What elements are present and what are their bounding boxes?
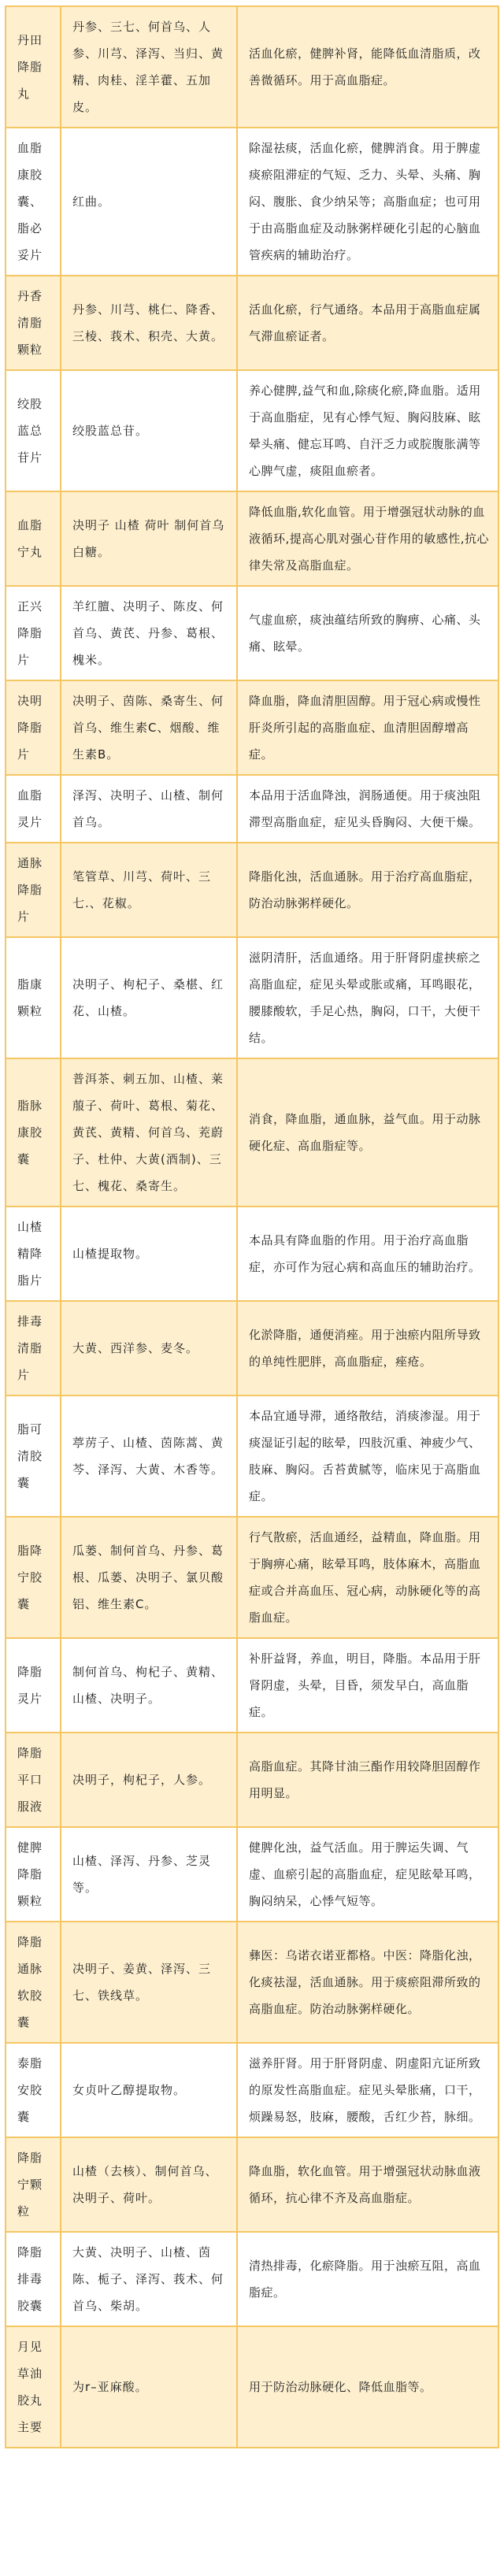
ingredients-cell: 瓜蒌、制何首乌、丹参、葛根、瓜蒌、决明子、氯贝酸铝、维生素C。 [61, 1517, 237, 1638]
table-row [6, 680, 498, 775]
ingredients-cell: 制何首乌、枸杞子、黄精、山楂、决明子。 [61, 1638, 237, 1733]
drug-name-cell: 脂康颗粒 [6, 937, 61, 1058]
usage-cell: 气虚血瘀，痰浊蕴结所致的胸痹、心痛、头痛、眩晕。 [237, 586, 498, 680]
ingredients-cell: 丹参、川芎、桃仁、降香、三棱、莪术、积壳、大黄。 [61, 276, 237, 370]
table-row [6, 6, 498, 128]
ingredients-cell: 山楂提取物。 [61, 1206, 237, 1301]
ingredients-cell: 笔管草、川芎、荷叶、三七.、花椒。 [61, 843, 237, 937]
drug-name-cell: 血脂康胶囊、脂必妥片 [6, 128, 61, 276]
ingredients-cell: 丹参、三七、何首乌、人参、川芎、泽泻、当归、黄精、肉桂、淫羊藿、五加皮。 [61, 6, 237, 128]
drug-name-cell: 排毒清脂片 [6, 1301, 61, 1395]
usage-cell: 消食，降血脂，通血脉，益气血。用于动脉硬化症、高血脂症等。 [237, 1058, 498, 1206]
drug-name-cell: 降脂宁颗粒 [6, 2137, 61, 2232]
usage-cell: 降血脂，降血清胆固醇。用于冠心病或慢性肝炎所引起的高脂血症、血清胆固醇增高症。 [237, 680, 498, 775]
table-row [6, 843, 498, 937]
table-row [6, 2137, 498, 2232]
table-row [6, 2043, 498, 2137]
drug-name-cell: 降脂排毒胶囊 [6, 2232, 61, 2326]
usage-cell: 行气散瘀，活血通经，益精血，降血脂。用于胸痹心痛，眩晕耳鸣，肢体麻木，高脂血症或合并高血压、冠心病，动脉硬化等的高脂血症。 [237, 1517, 498, 1638]
drug-name-cell: 丹田降脂丸 [6, 6, 61, 128]
ingredients-cell: 绞股蓝总苷。 [61, 370, 237, 491]
drug-name-cell: 绞股蓝总苷片 [6, 370, 61, 491]
table-row [6, 2232, 498, 2326]
ingredients-cell: 山楂、泽泻、丹参、芝灵等。 [61, 1827, 237, 1922]
ingredients-cell: 葶苈子、山楂、茵陈蒿、黄芩、泽泻、大黄、木香等。 [61, 1395, 237, 1517]
table-row [6, 491, 498, 586]
drug-name-cell: 脂降宁胶囊 [6, 1517, 61, 1638]
drug-name-cell: 血脂灵片 [6, 775, 61, 843]
usage-cell: 本品宜通导滞，通络散结，消痰渗湿。用于痰湿证引起的眩晕，四肢沉重、神疲少气、肢麻、胸闷。舌苔黄腻等，临床见于高脂血症。 [237, 1395, 498, 1517]
ingredients-cell: 决明子、姜黄、泽泻、三七、铁线草。 [61, 1922, 237, 2043]
usage-cell: 补肝益肾，养血，明目，降脂。本品用于肝肾阴虚，头晕，目昏，须发早白，高血脂症。 [237, 1638, 498, 1733]
usage-cell: 高脂血症。其降甘油三酯作用较降胆固醇作用明显。 [237, 1733, 498, 1827]
usage-cell: 除湿祛痰，活血化瘀，健脾消食。用于脾虚痰瘀阻滞症的气短、乏力、头晕、头痛、胸闷、腹胀、食少纳呆等；高脂血症；也可用于由高脂血症及动脉粥样硬化引起的心脑血管疾病的辅助治疗。 [237, 128, 498, 276]
usage-cell: 本品用于活血降浊，润肠通便。用于痰浊阻滞型高脂血症，症见头昏胸闷、大便干燥。 [237, 775, 498, 843]
drug-name-cell: 降脂通脉软胶囊 [6, 1922, 61, 2043]
usage-cell: 化淤降脂，通便消痤。用于浊瘀内阻所导致的单纯性肥胖，高血脂症，痤疮。 [237, 1301, 498, 1395]
usage-cell: 用于防治动脉硬化、降低血脂等。 [237, 2326, 498, 2448]
drug-name-cell: 血脂宁丸 [6, 491, 61, 586]
table-body [6, 6, 498, 2448]
drug-name-cell: 月见草油胶丸主要 [6, 2326, 61, 2448]
ingredients-cell: 决明子 山楂 荷叶 制何首乌 白糖。 [61, 491, 237, 586]
ingredients-cell: 为r–亚麻酸。 [61, 2326, 237, 2448]
drug-name-cell: 通脉降脂片 [6, 843, 61, 937]
ingredients-cell: 普洱茶、刺五加、山楂、莱菔子、荷叶、葛根、菊花、黄芪、黄精、何首乌、茺蔚子、杜仲、大黄(酒制)、三七、槐花、桑寄生。 [61, 1058, 237, 1206]
ingredients-cell: 羊红膻、决明子、陈皮、何首乌、黄芪、丹参、葛根、槐米。 [61, 586, 237, 680]
usage-cell: 滋阴清肝，活血通络。用于肝肾阴虚挟瘀之高脂血症，症见头晕或胀或痛，耳鸣眼花，腰膝酸软，手足心热，胸闷，口干，大便干结。 [237, 937, 498, 1058]
table-row [6, 1638, 498, 1733]
drug-name-cell: 降脂灵片 [6, 1638, 61, 1733]
drug-name-cell: 正兴降脂片 [6, 586, 61, 680]
drug-name-cell: 降脂平口服液 [6, 1733, 61, 1827]
ingredients-cell: 大黄、西洋参、麦冬。 [61, 1301, 237, 1395]
drug-name-cell: 脂可清胶囊 [6, 1395, 61, 1517]
usage-cell: 活血化瘀，健脾补肾，能降低血清脂质，改善微循环。用于高血脂症。 [237, 6, 498, 128]
table-row [6, 1206, 498, 1301]
drug-name-cell: 健脾降脂颗粒 [6, 1827, 61, 1922]
table-row [6, 1827, 498, 1922]
ingredients-cell: 决明子，枸杞子，人参。 [61, 1733, 237, 1827]
table-row [6, 1733, 498, 1827]
ingredients-cell: 大黄、决明子、山楂、茵陈、栀子、泽泻、莪术、何首乌、柴胡。 [61, 2232, 237, 2326]
table-row [6, 2326, 498, 2448]
drug-name-cell: 决明降脂片 [6, 680, 61, 775]
table-row [6, 276, 498, 370]
usage-cell: 本品具有降血脂的作用。用于治疗高血脂症，亦可作为冠心病和高血压的辅助治疗。 [237, 1206, 498, 1301]
table-row [6, 586, 498, 680]
lipid-drug-table [5, 6, 499, 2448]
usage-cell: 降低血脂,软化血管。用于增强冠状动脉的血液循环,提高心肌对强心苷作用的敏感性,抗心律失常及高脂血症。 [237, 491, 498, 586]
usage-cell: 清热排毒，化瘀降脂。用于浊瘀互阻，高血脂症。 [237, 2232, 498, 2326]
drug-name-cell: 脂脉康胶囊 [6, 1058, 61, 1206]
usage-cell: 活血化瘀，行气通络。本品用于高脂血症属气滞血瘀证者。 [237, 276, 498, 370]
usage-cell: 健脾化浊，益气活血。用于脾运失调、气虚、血瘀引起的高脂血症，症见眩晕耳鸣，胸闷纳呆，心悸气短等。 [237, 1827, 498, 1922]
ingredients-cell: 决明子、枸杞子、桑椹、红花、山楂。 [61, 937, 237, 1058]
ingredients-cell: 山楂（去核）、制何首乌、决明子、荷叶。 [61, 2137, 237, 2232]
usage-cell: 彝医：乌诺衣诺亚都格。中医：降脂化浊，化痰祛湿，活血通脉。用于痰瘀阻滞所致的高脂血症。防治动脉粥样硬化。 [237, 1922, 498, 2043]
usage-cell: 降脂化浊，活血通脉。用于治疗高血脂症，防治动脉粥样硬化。 [237, 843, 498, 937]
table-row [6, 1517, 498, 1638]
table-row [6, 128, 498, 276]
table-row [6, 1058, 498, 1206]
ingredients-cell: 泽泻、决明子、山楂、制何首乌。 [61, 775, 237, 843]
usage-cell: 养心健脾,益气和血,除痰化瘀,降血脂。适用于高血脂症，见有心悸气短、胸闷肢麻、眩晕头痛、健忘耳鸣、自汗乏力或脘腹胀满等心脾气虚，痰阻血瘀者。 [237, 370, 498, 491]
table-row [6, 1922, 498, 2043]
drug-name-cell: 山楂精降脂片 [6, 1206, 61, 1301]
usage-cell: 降血脂，软化血管。用于增强冠状动脉血液循环，抗心律不齐及高血脂症。 [237, 2137, 498, 2232]
usage-cell: 滋养肝肾。用于肝肾阴虚、阴虚阳亢证所致的原发性高脂血症。症见头晕胀痛，口干，烦躁易怒，肢麻，腰酸，舌红少苔，脉细。 [237, 2043, 498, 2137]
drug-name-cell: 泰脂安胶囊 [6, 2043, 61, 2137]
table-row [6, 775, 498, 843]
ingredients-cell: 红曲。 [61, 128, 237, 276]
table-row [6, 370, 498, 491]
ingredients-cell: 决明子、茵陈、桑寄生、何首乌、维生素C、烟酸、维生素B。 [61, 680, 237, 775]
ingredients-cell: 女贞叶乙醇提取物。 [61, 2043, 237, 2137]
drug-name-cell: 丹香清脂颗粒 [6, 276, 61, 370]
table-row [6, 1395, 498, 1517]
table-row [6, 937, 498, 1058]
table-row [6, 1301, 498, 1395]
